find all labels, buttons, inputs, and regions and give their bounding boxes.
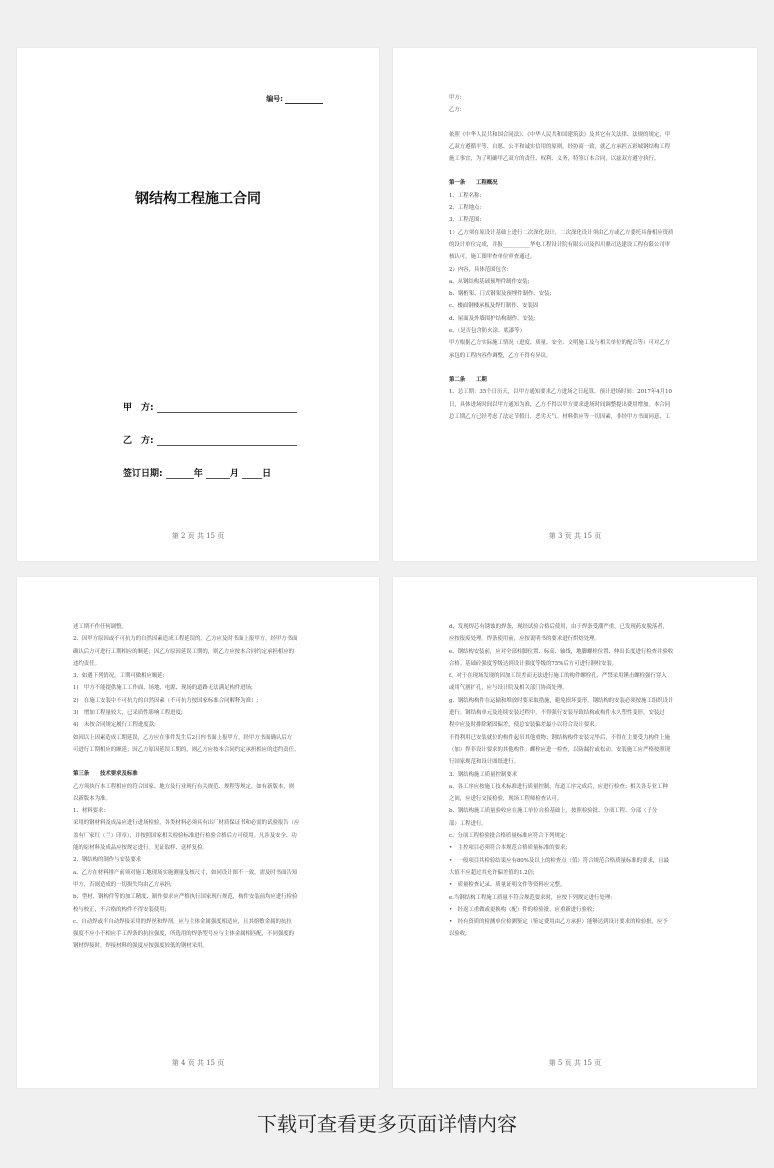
month-blank bbox=[206, 469, 230, 479]
text-line: 乙双方遵循平等、自愿、公平和诚实信用的原则，经协商一致，就乙方承担五彩城钢结构工程 bbox=[449, 143, 671, 150]
download-caption: 下载可查看更多页面详情内容 bbox=[257, 1112, 517, 1136]
party-b-blank bbox=[157, 436, 297, 446]
text-line: 2) 在施工安装中不可抗力的自然因素（不可抗力按国家标准合同解释为准）; bbox=[73, 697, 259, 704]
text-line: 或用气割扩孔，应与设计院及相关部门协商处理。 bbox=[449, 685, 568, 692]
day-label: 日 bbox=[262, 469, 272, 479]
text-line: d、发现焊芯有锈蚀的焊条，现经试验合格后使用，由于焊条受潮严重，已发现药皮脱落者， bbox=[449, 624, 669, 630]
contract-page-5 bbox=[393, 577, 757, 1088]
text-line: 4) 未按合同规定履行工程进度款; bbox=[73, 722, 156, 729]
text-line: 以新版本为准。 bbox=[73, 795, 111, 802]
text-line: 乙方须执行本工程相应的符合国家、地方及行业现行有关规范、规程等规定。如有新版本，则 bbox=[73, 783, 295, 790]
text-line: 的设计单位完成，并报__________华电工程设计院有限公司及四川鼎司达建设工程有限公司审 bbox=[449, 241, 671, 248]
contract-cover-page bbox=[17, 48, 379, 561]
year-blank bbox=[166, 469, 194, 479]
page-body bbox=[73, 621, 339, 953]
text-line: 日，具体进场时间以甲方通知为准，乙方不得以甲方要求进场时间调整提出费用增加。本合同 bbox=[449, 401, 671, 408]
page-footer: 第 5 页 共 15 页 bbox=[548, 1059, 602, 1067]
text-line: 行国家规范和设计图纸进行。 bbox=[449, 759, 520, 766]
page-footer: 第 4 页 共 15 页 bbox=[171, 1059, 225, 1067]
text-line: d、屋面及外墙围护结构制作、安装; bbox=[449, 315, 536, 322]
party-a-field bbox=[123, 400, 297, 413]
text-line: 承包的工程内容作调整，乙方不得有异议。 bbox=[449, 352, 552, 359]
text-line: 1) 甲方不能提供施工工作面、场地、电源、现场的道路无法满足构件进场; bbox=[73, 685, 253, 692]
text-line: 述工期不作任何调整。 bbox=[73, 624, 127, 630]
text-line: 施工事宜，为了明确甲乙双方的责任、权利、义务，特签订本合同，以兹双方遵守执行。 bbox=[449, 156, 660, 163]
text-line: 程中应及时排除紧固偏差，使总安装偏差最小以符合设计要求。 bbox=[449, 722, 600, 729]
text-line: 强度不应小于相应手工焊条的抗拉强度，所选用的焊条型号应与主体金属相匹配，不同强度的 bbox=[73, 931, 295, 938]
text-line: a、从钢结构基础预埋件制作安装; bbox=[449, 278, 530, 285]
text-line: 1、总工期：35个日历天，以甲方通知要求乙方进场之日起算，预计进场时间：2017年4月10 bbox=[449, 389, 672, 396]
party-b-field bbox=[123, 433, 297, 446]
text-line: • 经有资质的检测单位检测鉴定（鉴定费用由乙方承担）能够达到设计要求的检验批，应予 bbox=[449, 919, 668, 926]
text-line: 可进行工期相应的顺延；因乙方原因延误工期的，则乙方应按本合同约定承担相应的违约责任。 bbox=[73, 746, 300, 753]
year-label: 年 bbox=[193, 469, 203, 479]
text-line: 2、工程地点: bbox=[449, 205, 482, 212]
text-line: c、分项工程检验批合格质量标准应符合下列规定: bbox=[449, 833, 568, 840]
text-line: 2）内容，具体范围包含: bbox=[449, 266, 509, 273]
page-footer: 第 3 页 共 15 页 bbox=[548, 532, 602, 540]
text-line: 能的原材料及成品应按规定进行。见证取样、送样复检。 bbox=[73, 845, 208, 852]
text-line: 1）乙方须在原设计基础上进行二次深化设计，二次深化设计须由乙方或乙方委托具备相应资质 bbox=[449, 229, 674, 236]
text-line: 甲方: bbox=[449, 95, 462, 101]
text-line: 钢材焊接时，焊接材料的强度应按强度较低的钢材采用。 bbox=[73, 943, 208, 950]
text-line: 违约责任。 bbox=[73, 660, 100, 667]
text-line: 3、钢结构施工质量控制要求 bbox=[449, 771, 518, 778]
text-line: 乙方: bbox=[449, 107, 462, 114]
contract-page-3 bbox=[393, 48, 757, 561]
text-line: c、自动焊或半自动焊接采用的焊丝和焊剂，应与主体金属强度相适应，且其熔敷金属的抗拉 bbox=[73, 918, 292, 925]
text-line: b、钢桁架、门式钢架及预埋件制作、安装; bbox=[449, 291, 552, 298]
text-line: 第三条 技术要求及标准 bbox=[73, 771, 138, 778]
text-line: 不得利用已安装就位的构件起吊其他重物；钢结构构件安装完毕后，不得在主要受力构件上施 bbox=[449, 734, 671, 741]
text-line: 校与校正，不合格的构件不得安装使用; bbox=[73, 906, 167, 913]
text-line: e、钢结构安装前，应对全部柱脚位置、标高、轴线，地脚螺栓位置、伸出长度进行检查并验收 bbox=[449, 648, 674, 655]
contract-number-field bbox=[266, 94, 323, 104]
text-line: a、乙方在材料排产前须对施工地现场实施测量复核尺寸，如同设计图不一致，需及时书面告知 bbox=[73, 869, 298, 876]
sign-date-label: 签订日期: bbox=[123, 469, 163, 479]
text-line: • 质量检查记录、质量证明文件等资料应完整。 bbox=[449, 882, 566, 889]
text-line: 3、工程范围: bbox=[449, 217, 482, 224]
text-line: 总工期乙方已经考虑了法定节假日，恶劣天气、材料供应等一切因素，非经甲方书面同意，工 bbox=[449, 413, 671, 420]
text-line: b、型材、钢构件等的加工精度、制作要求应严格执行国家现行规范，构件安装前均应进行检验 bbox=[73, 894, 298, 901]
text-line: 核认可，施工图审查单位审查通过。 bbox=[449, 254, 536, 261]
text-line: 大值不应超过其允许偏差值的1.2倍; bbox=[449, 869, 535, 876]
text-line: 确认后方可进行工期相应的顺延；因乙方原因延误工期的，则乙方应按本合同约定承担相应的 bbox=[73, 648, 295, 655]
text-line: e.当钢结构工程施工质量不符合规范要求时，应按下列规定进行处理: bbox=[449, 894, 613, 901]
text-line: 依照《中华人民共和国合同法》、《中华人民共和国建筑法》及其它有关法律、法规的规定，甲 bbox=[449, 131, 671, 138]
text-line: f、对于在现场发现的因加工误差而无法进行施工的构件螺栓孔，严禁采用锤击螺栓强行穿入 bbox=[449, 673, 667, 680]
text-line: • 一般项目其检验结果应有80%及以上的检查点（值）符合规范合格质量标准的要求，且最 bbox=[449, 857, 670, 864]
page-body bbox=[449, 621, 717, 941]
page-body bbox=[449, 92, 717, 423]
text-line: 部）工程进行。 bbox=[449, 820, 487, 827]
month-label: 月 bbox=[229, 469, 239, 479]
text-line: 采用的钢材料及成品应进行进场检验，各类材料必须具有出厂材质保证书和必需的试验报告（应 bbox=[73, 820, 300, 827]
text-line: 合格。基础砼强度等级达到设计强度等级的75%后方可进行钢柱安装。 bbox=[449, 660, 618, 667]
text-line: 1、材料要求: bbox=[73, 808, 106, 815]
text-line: 以验收; bbox=[449, 931, 467, 938]
text-line: a、各工序应按施工技术标准进行质量控制，每道工序完成后，应进行检查；相关各专业工种 bbox=[449, 783, 668, 790]
page-footer: 第 2 页 共 15 页 bbox=[171, 532, 225, 540]
party-a-label: 甲 方: bbox=[123, 403, 154, 413]
text-line: （加）焊非设计要求的其他构件。螺栓应进一检查，以防漏拧或松动。安装施工应严格按照现 bbox=[449, 746, 671, 753]
text-line: c、楼面钢楼承板及焊钉制作、安装固 bbox=[449, 303, 539, 310]
text-line: 3) 增加工程量较大，已采质性影响工程进度; bbox=[73, 710, 183, 717]
text-line: 甲方，否则造成的一切损失均由乙方承担; bbox=[73, 881, 172, 888]
text-line: 第二条 工期 bbox=[449, 376, 487, 383]
contract-number-label: 编号: bbox=[266, 95, 283, 103]
party-a-blank bbox=[157, 403, 297, 413]
text-line: 进行。钢结构单元及连续安装过程中，不得强行安装导致结构或构件永久塑性变形，安装过 bbox=[449, 710, 665, 717]
text-line: 2、钢结构的制作与安装要求 bbox=[73, 857, 142, 864]
text-line: 应按报废处理。焊条使用前，应按说明书的要求进行烘焙处理。 bbox=[449, 636, 600, 643]
text-line: 1、工程名称: bbox=[449, 192, 482, 199]
contract-page-4 bbox=[17, 577, 379, 1088]
day-blank bbox=[242, 469, 262, 479]
text-line: 3、如遇下列情况，工期可做相应顺延: bbox=[73, 673, 165, 680]
text-line: • 主控项目必须符合本规范合格质量标准的要求; bbox=[449, 845, 568, 852]
sign-date-field bbox=[123, 466, 271, 479]
text-line: • 经返工重做或更换构（配）件的检验批，应重新进行验收; bbox=[449, 906, 595, 913]
text-line: b、钢结构施工质量验收应在施工单位自检基础上，按照检验批、分项工程、分部（子分 bbox=[449, 808, 658, 815]
text-line: 第一条 工程概况 bbox=[449, 180, 498, 187]
text-line: 如因以上因素造成工期延误，乙方应在事件发生后2日内书面上报甲方，经甲方书面确认后方 bbox=[73, 734, 293, 741]
text-line: g、钢结构构件在运输和堆放时要采取措施，避免损坏变形。钢结构的安装必须按施工组织设计 bbox=[449, 697, 674, 704]
contract-title: 钢结构工程施工合同 bbox=[135, 191, 261, 207]
contract-number-blank bbox=[285, 95, 323, 104]
text-line: 甲方根据乙方实际施工情况（进度、质量、安全、文明施工及与相关单位的配合等）可对乙方 bbox=[449, 340, 671, 347]
text-line: 盖有厂家红（兰）印章），并按照国家相关检验标准进行检验合格后方可使用。凡涉及安全、功 bbox=[73, 832, 297, 839]
text-line: 2、因甲方原因或不可抗力的自然因素造成工程延误的，乙方应及时书面上报甲方，经甲方书面 bbox=[73, 636, 298, 643]
text-line: 之间，应进行交接检验，现场工程师检查认可。 bbox=[449, 796, 563, 803]
party-b-label: 乙 方: bbox=[123, 436, 154, 446]
text-line: e、（是否包含防火涂、底漆等） bbox=[449, 328, 525, 335]
